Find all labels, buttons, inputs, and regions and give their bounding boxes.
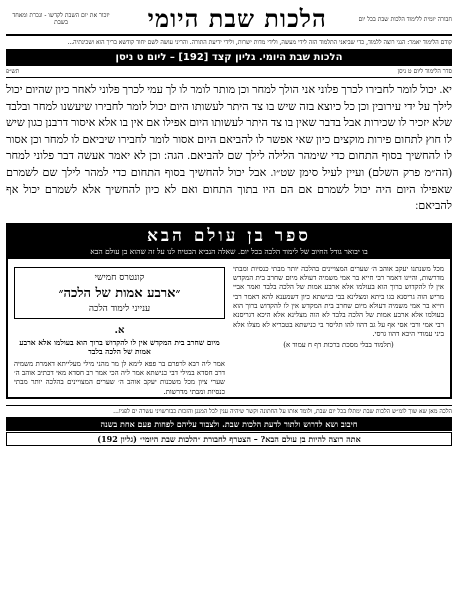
column-right-citation: (תלמוד בבלי מסכת ברכות דף ח עמוד א) (283, 341, 394, 350)
footer-bar-2: אתה רוצה להיות בן עולם הבא? – הצטרף לחבורת ״הלכות שבת היומי״ (גליון 192) (6, 432, 452, 446)
main-halacha-text: יא. יכול לומר לחבירו לכרך פלוני אני הולך למחר וכן מותר לומר לו לך עמי לכרך פלוני לאחר כיון שהיום יכול לילך על ידי עירובין וכן כל כיוצא בזה שיש בו צד היתר לעשותו היום יכול לומר לחבירו שיעשנו למחר ובלבד שלא יזכיר לו שכירות אבל בדבר שאין בו צד היתר לעשותו היום אפילו אם אין בו אלא איסור דרבנן כגון שיש לו חוץ לתחום פירות מוקצים כיון שאי אפשר לו להביאם היום אסור לומר לחבירו שיביאם לו למחר וכן אסור לו להחשיך בסוף התחום כדי שימהר הלילה לילך שם להביאם. הגה: וכן לא יאמר אעשה דבר פלוני למחר (הה״מ פרק השלם) ועיין לעיל סימן שט״ו. אבל יכול להחשיך בסוף התחום כדי למהר לילך שם לשמרם שאפילו היום היה יכול לשמרם אם הם היו בתוך התחום ואם לא כיון להחשיך אלא לשמרם יכול אף להביאם: (6, 84, 452, 213)
footer-bar: חיבוב ושא לדרוש ולתור לדעת הלכות שבת. ולצבור עליהם לפחות פעם אחת בשנה (6, 417, 452, 431)
issue-bar: הלכות שבת היומי. גליון קצד [192] – ליום ט ניסן (6, 49, 452, 66)
masthead-right-box: חבורה יומית ללימוד הלכות שבת בכל יום (358, 15, 452, 23)
meta-right: סדר הלימוד ליום ט ניסן (397, 68, 452, 75)
masthead-left-box: יזכור את יום השבת לקדשו - ונכרת ומאחד בשבת (12, 12, 110, 26)
framed-line-1: קונטרס חמישי (94, 272, 145, 283)
framed-line-3: ענייני לימוד הלכה (88, 303, 151, 314)
framed-title-box (14, 267, 225, 319)
section-heading: ספר בן עולם הבא (8, 225, 450, 246)
two-columns (8, 259, 450, 397)
section-label-a: א. (114, 324, 125, 336)
meta-left: תש״פ (6, 68, 20, 75)
column-right-text: מכל משנתנו יעקב אוהב ה׳ שערים המצויינים בהלכה יותר מבתי כנסיות ומבתי מדרשות, והיינו דאמר רבי חייא בר אמי משמיה דעולא מיום שחרב בית המקדש אין לו להקדוש ברוך הוא בעולמו אלא ארבע אמות של הלכה בלבד ואמר אביי מריש הוה גריסנא בגו ביתא ומצלינא בבי כנישתא כיון דשמענא להא דאמר רבי חייא בר אמי משמיה דעולא מיום שחרב בית המקדש אין לו להקדוש ברוך הוא בעולמו אלא ארבע אמות של הלכה בלבד לא הוה מצלינא אלא היכא דגריסנא רבי אמי ורבי אסי אף על גב דהוו להו תליסר בי כנישתא בטבריא לא מצלו אלא ביני עמודי היכא דהוו גרסי. (233, 264, 444, 338)
column-left-text: אמר ליה רבא לרפרם בר פפא לימא לן מר מהני מילי מעלייתא דאמרת משמיה דרב חסדא במילי דבי כנישתא אמר ליה הכי אמר רב חסדא מאי דכתיב אוהב ה׳ שערי ציון מכל משכנות יעקב אוהב ה׳ שערים המצויינים בהלכה יותר מבתי כנסיות ומבתי מדרשות. (13, 359, 225, 396)
intro-text: קודם הלימוד יאמר: הנני רוצה ללמוד, כדי שביאני התלמוד הזה לידי מעשה, ולידי מדות ישרות, ולידי ידיעת התורה. והריני עושה לשם יחוד קודשא בריך הוא ושכינתיה... (67, 39, 452, 46)
framed-line-2: ״ארבע אמות של הלכה״ (58, 285, 181, 301)
footer-note: הלכה מאן שא שוך לומ״ש הלכות שבת ימתלו בכל יום שבת, ולומד אותו על החתונה וקשר שיהיה ענין לכל המנגן והזכות כבורשויני עשרה ים לפניו... (6, 405, 452, 415)
column-right (233, 265, 444, 397)
masthead-title: הלכות שבת היומי (147, 4, 327, 33)
centered-note: מיום שחרב בית המקדש אין לו להקדוש ברוך הוא בעולמו אלא ארבע אמות של הלכה בלבד (19, 337, 220, 356)
section-subheading: בו יבואר גודל החיוב של לימוד הלכה בכל יום. שאלה הנביא הבטיח לנו על זה שהוא בן עולם הבא (8, 246, 450, 259)
column-left (14, 265, 225, 397)
meta-bar (6, 66, 452, 78)
section-box (6, 223, 452, 399)
masthead (6, 4, 452, 36)
